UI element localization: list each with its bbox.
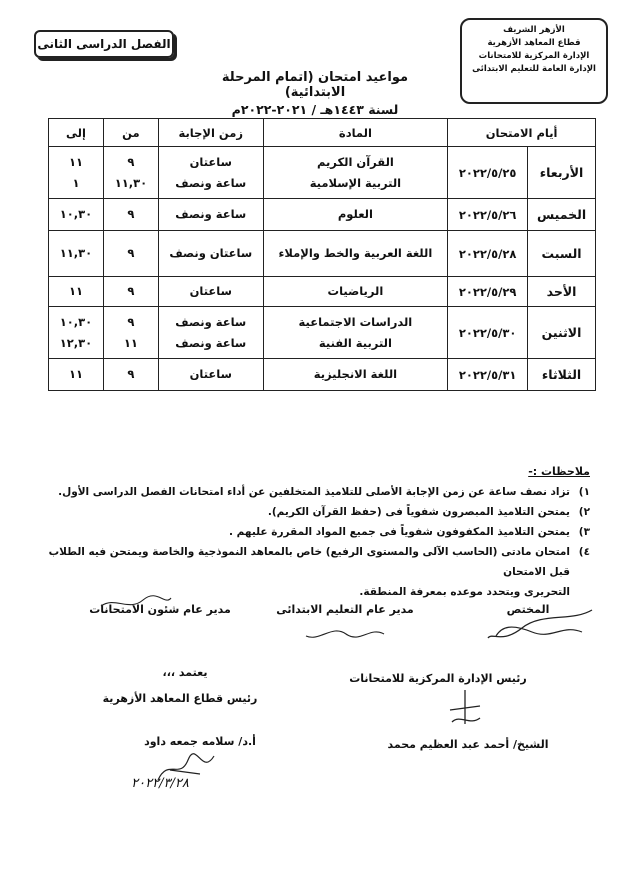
to-cell [49,199,104,231]
primary-director-title: مدير عام التعليم الابتدائى [276,603,414,616]
to-list [49,204,103,225]
duration-cell [158,307,263,359]
from-value: ٩ [127,284,135,298]
duration-value: ساعة ونصف [175,175,247,190]
header-line: الإدارة العامة للتعليم الابتدائى [472,64,596,74]
to-cell [49,307,104,359]
to-value: ١٠,٣٠ [59,207,93,221]
subject-value: التربية الإسلامية [309,175,402,190]
page-title [200,70,430,117]
to-cell [49,359,104,391]
subject-list [264,364,448,385]
day-cell: السبت [528,231,596,277]
to-value: ١٠,٣٠ [59,314,93,329]
duration-value: ساعة ونصف [175,335,247,350]
from-cell [103,307,158,359]
note-continuation: التحريرى ويتحدد موعده بمعرفة المنطقة. [359,586,570,598]
table-row [49,359,596,391]
duration-list [159,312,263,354]
duration-value: ساعتان [189,284,232,298]
date-cell: ٢٠٢٢/٥/٢٨ [448,231,528,277]
from-value: ١١ [123,335,138,350]
from-value: ٩ [127,207,135,221]
term-label: الفصل الدراسى الثانى [34,30,174,58]
schedule-table [48,118,596,391]
exams-director-signature [95,592,175,614]
subject-cell [263,359,448,391]
duration-list [159,243,263,264]
from-cell [103,231,158,277]
header-line: الأزهر الشريف [503,25,565,35]
note-item [30,522,590,542]
to-list [49,312,103,354]
from-list [104,243,158,264]
to-value: ١١ [68,154,83,169]
to-value: ١١ [68,367,83,381]
note-item [30,482,590,502]
notes-heading: ملاحظات :- [528,465,590,478]
exams-director-title: مدير عام شئون الامتحانات [89,603,231,616]
date-cell: ٢٠٢٢/٥/٢٦ [448,199,528,231]
from-value: ٩ [127,367,135,381]
date-cell: ٢٠٢٢/٥/٣٠ [448,307,528,359]
central-head-title: رئيس الإدارة المركزية للامتحانات [349,672,527,685]
from-list [104,364,158,385]
subject-list [264,152,448,194]
from-value: ٩ [127,154,135,169]
duration-cell [158,277,263,307]
note-item [30,502,590,522]
from-list [104,312,158,354]
subject-value: الدراسات الاجتماعية [298,314,413,329]
to-cell [49,277,104,307]
subject-value: اللغة الانجليزية [313,367,398,381]
table-row [49,199,596,231]
col-header-subject: المادة [263,119,448,147]
to-value: ١ [72,175,80,190]
subject-value: اللغة العربية والخط والإملاء [278,246,433,260]
from-value: ٩ [127,314,135,329]
to-cell [49,231,104,277]
institution-header [460,18,608,104]
from-value: ٩ [127,246,135,260]
from-cell [103,199,158,231]
note-number: ٣) [578,526,590,538]
day-cell: الخميس [528,199,596,231]
subject-list [264,204,448,225]
subject-cell [263,277,448,307]
note-item [30,542,590,582]
date-cell: ٢٠٢٢/٥/٢٩ [448,277,528,307]
subject-value: القرآن الكريم [316,154,394,169]
to-list [49,152,103,194]
note-number: ١) [578,486,590,498]
note-number: ٢) [578,506,590,518]
duration-value: ساعتان [189,367,232,381]
day-cell: الأربعاء [528,147,596,199]
subject-value: الرياضيات [327,284,384,298]
from-cell [103,277,158,307]
from-cell [103,359,158,391]
table-row [49,231,596,277]
from-list [104,204,158,225]
subject-cell [263,231,448,277]
date-cell: ٢٠٢٢/٥/٢٥ [448,147,528,199]
table-header-row [49,119,596,147]
from-cell [103,147,158,199]
duration-value: ساعتان ونصف [169,246,253,260]
duration-list [159,281,263,302]
day-cell: الأحد [528,277,596,307]
to-value: ١١,٣٠ [59,246,93,260]
subject-list [264,243,448,264]
duration-list [159,364,263,385]
note-number: ٤) [578,546,590,558]
central-head-name: الشيخ/ أحمد عبد العظيم محمد [387,738,549,751]
header-line: قطاع المعاهد الأزهرية [487,38,581,48]
central-head-signature [440,688,490,728]
note-text: يمتحن التلاميذ المكفوفون شفوياً فى جميع المواد المقررة عليهم . [229,526,570,538]
from-list [104,281,158,302]
duration-cell [158,359,263,391]
subject-cell [263,307,448,359]
duration-cell [158,199,263,231]
specialist-signature [482,602,602,644]
to-list [49,243,103,264]
col-header-to: إلى [49,119,104,147]
col-header-days: أيام الامتحان [448,119,596,147]
note-text: تزاد نصف ساعة عن زمن الإجابة الأصلى للتلاميذ المتخلفين عن أداء امتحانات الفصل الدراسى الأول. [58,486,570,498]
handwritten-date: ٢٠٢٢/٣/٢٨ [131,776,189,791]
to-list [49,281,103,302]
duration-value: ساعتان [189,154,232,169]
duration-value: ساعة ونصف [175,207,247,221]
table-row [49,277,596,307]
subject-list [264,312,448,354]
primary-director-signature [300,624,390,648]
from-list [104,152,158,194]
duration-value: ساعة ونصف [175,314,247,329]
notes-section [30,462,590,602]
to-cell [49,147,104,199]
title-line-2: لسنة ١٤٤٣هـ / ٢٠٢١-٢٠٢٢م [231,102,399,117]
subject-value: العلوم [337,207,373,221]
specialist-title: المختص [506,603,550,616]
subject-list [264,281,448,302]
subject-cell [263,147,448,199]
duration-list [159,152,263,194]
to-value: ١٢,٣٠ [59,335,93,350]
sector-head-name: أ.د/ سلامه جمعه داود [144,735,256,748]
title-line-1: مواعيد امتحان (اتمام المرحلة الابتدائية) [221,70,409,100]
day-cell: الثلاثاء [528,359,596,391]
date-cell: ٢٠٢٢/٥/٣١ [448,359,528,391]
header-line: الإدارة المركزية للامتحانات [478,51,590,61]
note-text: يمتحن التلاميذ المبصرون شفوياً فى (حفظ القرآن الكريم). [267,506,570,518]
approved-label: يعتمد ،،، [162,666,208,679]
duration-cell [158,231,263,277]
subject-cell [263,199,448,231]
duration-list [159,204,263,225]
day-cell: الاثنين [528,307,596,359]
to-value: ١١ [68,284,83,298]
table-row [49,147,596,199]
note-text: امتحان مادتى (الحاسب الآلى والمستوى الرفيع) خاص بالمعاهد النموذجية والخاصة ويمتحن فيه الطلاب قبل الامتحان [48,546,570,578]
subject-value: التربية الفنية [318,335,392,350]
duration-cell [158,147,263,199]
to-list [49,364,103,385]
from-value: ١١,٣٠ [114,175,148,190]
sector-head-title: رئيس قطاع المعاهد الأزهرية [102,692,258,705]
col-header-duration: زمن الإجابة [158,119,263,147]
table-row [49,307,596,359]
col-header-from: من [103,119,158,147]
